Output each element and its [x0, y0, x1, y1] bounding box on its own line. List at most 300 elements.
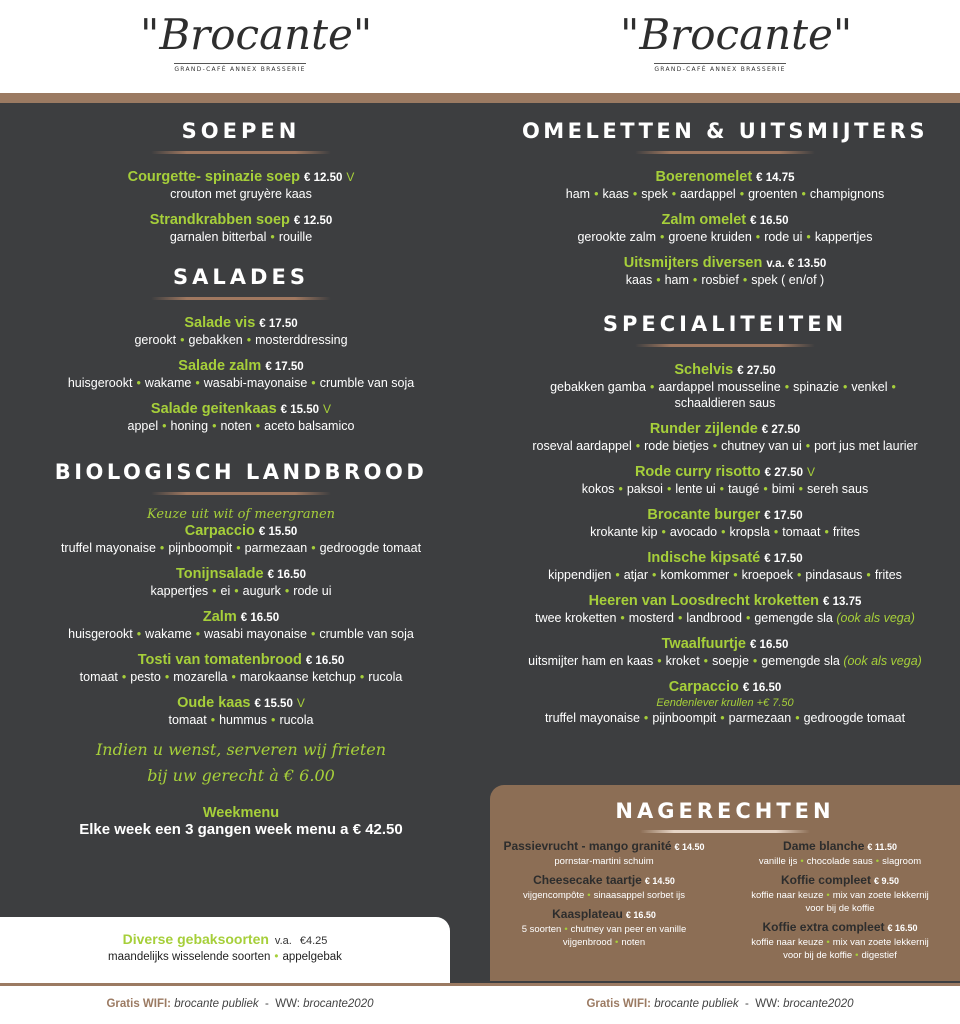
description-line	[722, 889, 958, 902]
item-description-parts	[535, 611, 833, 625]
item-price: € 16.50	[625, 910, 656, 920]
description-part: sereh saus	[807, 482, 869, 496]
divider	[640, 830, 810, 833]
item-price: € 13.75	[823, 596, 862, 608]
menu-item	[20, 694, 462, 728]
description-part: huisgerookt	[67, 376, 133, 390]
item-description	[492, 923, 716, 949]
dessert-item	[492, 905, 716, 949]
wifi-password: brocante2020	[303, 998, 374, 1010]
wifi-network: brocante publiek	[654, 998, 739, 1010]
item-price: € 16.50	[267, 569, 306, 581]
item-description	[20, 583, 462, 599]
separator-dot: •	[615, 937, 619, 948]
description-part: noten	[220, 419, 252, 433]
dessert-column-right	[722, 837, 958, 965]
description-part: gerookte zalm	[577, 230, 656, 244]
description-part: wasabi mayonaise	[204, 627, 307, 641]
description-part: koffie naar keuze	[751, 890, 824, 901]
item-name: Passievrucht - mango granité	[503, 839, 672, 853]
separator-dot: •	[564, 924, 568, 935]
separator-dot: •	[712, 439, 718, 453]
dessert-item	[492, 837, 716, 868]
item-price: v.a. € 13.50	[766, 258, 827, 270]
description-part: port jus met laurier	[814, 439, 918, 453]
description-part: parmezaan	[728, 711, 792, 725]
description-part: roseval aardappel	[532, 439, 632, 453]
description-part: tomaat	[168, 713, 207, 727]
item-price: € 14.50	[644, 876, 675, 886]
item-name: Salade vis	[184, 315, 256, 331]
separator-dot: •	[615, 568, 620, 582]
description-part: gerookt	[134, 333, 177, 347]
menu-item	[20, 314, 462, 348]
menu-item	[20, 651, 462, 685]
item-description	[20, 332, 462, 348]
item-price: € 16.50	[742, 682, 782, 694]
menu-item	[500, 168, 950, 202]
item-name: Heeren van Loosdrecht kroketten	[588, 593, 820, 609]
separator-dot: •	[284, 584, 290, 598]
description-part: rucola	[279, 713, 314, 727]
separator-dot: •	[657, 654, 662, 668]
separator-dot: •	[136, 627, 142, 641]
description-part: sinaasappel sorbet ijs	[593, 890, 685, 901]
cake-item	[0, 931, 450, 949]
menu-item	[20, 211, 462, 245]
menu-item	[500, 254, 950, 288]
item-description-parts	[528, 654, 840, 668]
item-description	[0, 949, 450, 965]
item-name: Schelvis	[674, 362, 734, 378]
separator-dot: •	[801, 187, 806, 201]
separator-dot: •	[656, 273, 661, 287]
menu-item	[500, 592, 950, 626]
dessert-column-left	[492, 837, 716, 952]
item-description	[500, 524, 950, 540]
description-line	[722, 936, 958, 949]
item-name: Boerenomelet	[655, 169, 753, 185]
description-part: rode ui	[764, 230, 803, 244]
item-description	[492, 889, 716, 902]
description-part: aardappel mousseline	[658, 380, 781, 394]
item-description	[500, 610, 950, 626]
separator-dot: •	[212, 584, 217, 598]
description-part: koffie naar keuze	[751, 937, 824, 948]
item-price: € 16.50	[750, 215, 789, 227]
description-part: gemengde sla	[754, 611, 833, 625]
description-part: lente ui	[675, 482, 716, 496]
separator-dot: •	[632, 187, 638, 201]
separator-dot: •	[752, 654, 758, 668]
section-weekmenu	[20, 805, 462, 838]
left-column	[20, 117, 462, 838]
separator-dot: •	[121, 670, 127, 684]
weekmenu-text: Elke week een 3 gangen week menu a € 42.50	[79, 821, 403, 838]
description-part: pindasaus	[805, 568, 863, 582]
item-name: Tosti van tomatenbrood	[137, 652, 302, 668]
section-title: BIOLOGISCH LANDBROOD	[54, 460, 428, 484]
separator-dot: •	[875, 856, 880, 867]
separator-dot: •	[195, 376, 200, 390]
separator-dot: •	[826, 937, 830, 948]
dessert-item	[722, 918, 958, 962]
description-part: kokos	[581, 482, 615, 496]
item-price: € 16.50	[749, 639, 789, 651]
separator-dot: •	[620, 611, 625, 625]
item-name: Rode curry risotto	[634, 464, 761, 480]
separator-dot: •	[720, 711, 725, 725]
description-part: spek	[641, 187, 668, 201]
item-description-line2: schaaldieren saus	[674, 396, 776, 410]
description-part: voor bij de koffie	[783, 950, 853, 961]
item-name: Carpaccio	[184, 523, 255, 539]
dessert-item	[722, 837, 958, 868]
description-part: maandelijks wisselende soorten	[108, 951, 271, 963]
item-price: € 16.50	[305, 655, 345, 667]
menu-item	[20, 522, 462, 556]
wifi-network: brocante publiek	[174, 998, 259, 1010]
description-part: krokante kip	[590, 525, 658, 539]
description-line	[492, 923, 716, 936]
description-part: honing	[170, 419, 209, 433]
item-price: € 9.50	[873, 876, 900, 886]
separator-dot: •	[236, 541, 241, 555]
dessert-item	[492, 871, 716, 902]
section-title: SALADES	[173, 265, 309, 289]
description-part: hummus	[219, 713, 268, 727]
separator-dot: •	[594, 187, 599, 201]
wifi-password: brocante2020	[783, 998, 854, 1010]
item-description	[20, 375, 462, 391]
description-part: crumble van soja	[319, 376, 415, 390]
description-part: digestief	[861, 950, 897, 961]
menu-item	[20, 400, 462, 434]
separator-dot: •	[311, 541, 316, 555]
brand-name: "Brocante"	[140, 10, 373, 59]
description-part: kropsla	[729, 525, 770, 539]
separator-dot: •	[745, 611, 751, 625]
menu-item	[20, 608, 462, 642]
separator-dot: •	[231, 670, 236, 684]
item-name: Courgette- spinazie soep	[127, 169, 301, 185]
vegetarian-icon: V	[346, 170, 355, 184]
description-part: ham	[565, 187, 591, 201]
description-part: pijnboompit	[168, 541, 233, 555]
description-part: garnalen bitterbal	[169, 230, 267, 244]
dessert-item	[722, 871, 958, 915]
description-part: rosbief	[701, 273, 739, 287]
description-line	[492, 936, 716, 949]
separator-dot: •	[805, 439, 811, 453]
separator-dot: •	[660, 230, 665, 244]
description-part: groenten	[748, 187, 798, 201]
item-price: € 17.50	[764, 553, 803, 565]
item-description	[500, 438, 950, 454]
section-biologisch-landbrood	[20, 458, 462, 789]
description-part: mozarella	[173, 670, 228, 684]
item-name: Salade zalm	[178, 358, 262, 374]
item-name: Tonijnsalade	[176, 566, 264, 582]
description-part: ham	[664, 273, 689, 287]
description-part: mosterddressing	[255, 333, 348, 347]
section-title: NAGERECHTEN	[615, 799, 835, 823]
description-part: taugé	[728, 482, 760, 496]
dessert-header	[490, 797, 960, 833]
item-name: Strandkrabben soep	[149, 212, 290, 228]
item-price: € 27.50	[764, 467, 804, 479]
description-part: rode bietjes	[644, 439, 709, 453]
description-part: appel	[127, 419, 159, 433]
item-description	[500, 229, 950, 245]
item-name: Indische kipsaté	[647, 550, 761, 566]
item-price: € 15.50	[280, 404, 320, 416]
item-name: Dame blanche	[783, 839, 865, 853]
item-price: € 17.50	[259, 318, 298, 330]
header	[0, 0, 960, 96]
description-part: kaas	[625, 273, 653, 287]
description-part: noten	[621, 937, 646, 948]
item-price: € 15.50	[254, 698, 293, 710]
logo-left	[140, 10, 373, 76]
separator-dot: •	[721, 525, 726, 539]
description-part: crumble van soja	[319, 627, 414, 641]
separator-dot: •	[677, 611, 683, 625]
description-part: marokaanse ketchup	[239, 670, 356, 684]
description-part: chocolade saus	[806, 856, 873, 867]
description-part: twee kroketten	[535, 611, 617, 625]
description-part: appelgebak	[282, 951, 342, 963]
wifi-info	[0, 998, 480, 1010]
description-part: gedroogde tomaat	[803, 711, 906, 725]
item-description	[20, 540, 462, 556]
item-description	[500, 379, 950, 395]
description-line	[722, 949, 958, 962]
description-part: 5 soorten	[521, 924, 562, 935]
menu-item	[500, 420, 950, 454]
description-part: pornstar-martini schuim	[554, 856, 654, 867]
separator-dot: •	[650, 380, 655, 394]
item-name: Cheesecake taartje	[533, 873, 642, 887]
separator-dot: •	[671, 187, 677, 201]
description-part: kappertjes	[814, 230, 873, 244]
separator-dot: •	[797, 568, 802, 582]
description-part: spinazie	[793, 380, 839, 394]
weekmenu-title: Weekmenu	[202, 805, 280, 821]
item-price: € 15.50	[258, 526, 298, 538]
separator-dot: •	[703, 654, 709, 668]
menu-item	[500, 361, 950, 411]
separator-dot: •	[800, 856, 804, 867]
description-part: kappertjes	[150, 584, 209, 598]
item-name: Brocante burger	[647, 507, 761, 523]
item-name: Zalm omelet	[661, 212, 747, 228]
item-description	[20, 626, 462, 642]
description-part: mix van zoete lekkernij	[832, 890, 929, 901]
header-stripe	[0, 93, 960, 103]
description-part: slagroom	[882, 856, 922, 867]
item-name: Diverse gebaksoorten	[122, 931, 269, 947]
item-price: € 16.50	[240, 612, 280, 624]
menu-item	[500, 463, 950, 497]
description-part: gemengde sla	[761, 654, 840, 668]
description-part: spek ( en/of )	[751, 273, 825, 287]
vegetarian-icon: V	[296, 696, 305, 710]
item-price: € 17.50	[265, 361, 304, 373]
description-part: kroepoek	[741, 568, 794, 582]
separator-dot: •	[274, 951, 279, 963]
description-part: mosterd	[628, 611, 674, 625]
description-part: rouille	[278, 230, 313, 244]
section-salades	[20, 263, 462, 434]
item-description	[722, 855, 958, 868]
right-column	[500, 117, 950, 735]
description-part: wakame	[144, 376, 192, 390]
item-description	[20, 418, 462, 434]
description-part: kroket	[665, 654, 700, 668]
description-part: atjar	[623, 568, 649, 582]
description-part: pijnboompit	[652, 711, 717, 725]
divider	[151, 151, 331, 154]
description-part: pesto	[130, 670, 161, 684]
logo-right	[620, 10, 853, 76]
separator-dot: •	[652, 568, 657, 582]
item-price: € 14.50	[674, 842, 705, 852]
dessert-panel	[490, 785, 960, 981]
description-part: truffel mayonaise	[544, 711, 640, 725]
cake-panel	[0, 917, 450, 983]
separator-dot: •	[618, 482, 623, 496]
separator-dot: •	[661, 525, 666, 539]
item-price: € 27.50	[737, 365, 776, 377]
separator-dot: •	[270, 230, 275, 244]
separator-dot: •	[666, 482, 672, 496]
separator-dot: •	[246, 333, 252, 347]
item-description	[500, 567, 950, 583]
item-supplement: Eendenlever krullen +€ 7.50	[656, 697, 794, 709]
description-part: soepje	[712, 654, 749, 668]
separator-dot: •	[643, 711, 649, 725]
separator-dot: •	[692, 273, 698, 287]
separator-dot: •	[255, 419, 261, 433]
description-part: avocado	[669, 525, 718, 539]
menu-item	[500, 211, 950, 245]
item-description	[20, 712, 462, 728]
description-part: champignons	[809, 187, 885, 201]
item-price: € 12.50	[304, 172, 343, 184]
description-part: kippendijen	[548, 568, 612, 582]
wifi-password-label: WW:	[275, 998, 300, 1010]
separator-dot: •	[798, 482, 804, 496]
separator-dot: •	[311, 376, 316, 390]
separator-dot: •	[180, 333, 185, 347]
separator-dot: •	[212, 419, 217, 433]
separator-dot: •	[234, 584, 239, 598]
separator-dot: •	[159, 541, 165, 555]
separator-dot: •	[806, 230, 811, 244]
description-part: frites	[874, 568, 902, 582]
item-name: Koffie compleet	[780, 873, 871, 887]
bread-choice-note: Keuze uit wit of meergranen	[146, 507, 336, 522]
divider	[151, 492, 331, 495]
separator-dot: •	[359, 670, 365, 684]
description-part: tomaat	[782, 525, 821, 539]
item-description	[500, 186, 950, 202]
item-description: crouton met gruyère kaas	[170, 187, 312, 201]
separator-dot: •	[162, 419, 167, 433]
separator-dot: •	[164, 670, 170, 684]
item-description	[500, 481, 950, 497]
item-price: € 11.50	[867, 842, 897, 852]
item-name: Koffie extra compleet	[762, 920, 885, 934]
separator-dot: •	[719, 482, 725, 496]
description-line	[722, 902, 958, 915]
description-part: paksoi	[626, 482, 663, 496]
description-part: huisgerookt	[68, 627, 133, 641]
item-price: € 16.50	[887, 923, 918, 933]
separator-dot: •	[210, 713, 216, 727]
vega-note: (ook als vega)	[843, 654, 922, 668]
wifi-label: Gratis WIFI:	[586, 998, 652, 1010]
description-part: chutney van ui	[721, 439, 802, 453]
item-name: Kaasplateau	[552, 907, 623, 921]
menu-item	[20, 357, 462, 391]
wifi-password-label: WW:	[755, 998, 780, 1010]
description-part: aceto balsamico	[264, 419, 355, 433]
item-price: € 27.50	[761, 424, 801, 436]
description-part: vanille ijs	[758, 856, 798, 867]
description-part: kaas	[602, 187, 629, 201]
menu-item	[500, 549, 950, 583]
description-part: parmezaan	[244, 541, 308, 555]
section-specialiteiten	[500, 310, 950, 726]
section-title: OMELETTEN & UITSMIJTERS	[521, 119, 929, 143]
description-part: wakame	[145, 627, 192, 641]
item-name: Oude kaas	[177, 695, 251, 711]
item-price: € 17.50	[764, 510, 803, 522]
description-part: augurk	[242, 584, 281, 598]
item-description	[20, 669, 462, 685]
description-part: tomaat	[79, 670, 118, 684]
vegetarian-icon: V	[807, 465, 816, 479]
item-name: Carpaccio	[668, 679, 739, 695]
separator-dot: •	[271, 713, 276, 727]
divider	[151, 297, 331, 300]
separator-dot: •	[784, 380, 790, 394]
description-part: landbrood	[686, 611, 742, 625]
item-name: Zalm	[202, 609, 237, 625]
description-part: uitsmijter ham en kaas	[528, 654, 654, 668]
description-part: vijgenbrood	[562, 937, 612, 948]
separator-dot: •	[739, 187, 745, 201]
separator-dot: •	[795, 711, 800, 725]
item-description	[722, 936, 958, 962]
menu-item	[500, 506, 950, 540]
wifi-label: Gratis WIFI:	[106, 998, 172, 1010]
description-part: chutney van peer en vanille	[570, 924, 687, 935]
description-part: rucola	[368, 670, 403, 684]
item-name: Salade geitenkaas	[150, 401, 277, 417]
separator-dot: •	[195, 627, 201, 641]
divider	[635, 344, 815, 347]
menu-item	[500, 635, 950, 669]
separator-dot: •	[742, 273, 748, 287]
wifi-info	[480, 998, 960, 1010]
separator-dot: •	[824, 525, 829, 539]
description-part: mix van zoete lekkernij	[832, 937, 929, 948]
description-part: venkel	[851, 380, 888, 394]
item-name: Uitsmijters diversen	[623, 255, 763, 271]
